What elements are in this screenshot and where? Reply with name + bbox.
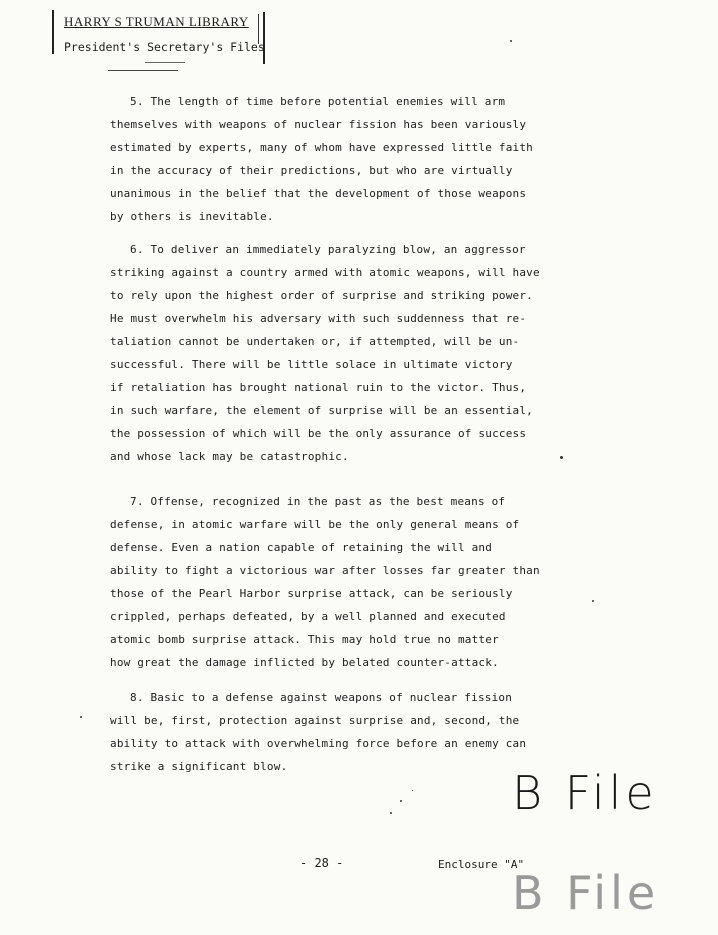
scan-speck	[390, 812, 392, 814]
paragraph-7	[110, 490, 540, 674]
stamp-border-right	[263, 12, 265, 64]
stamp-collection-name: President's Secretary's Files	[64, 40, 265, 54]
pen-mark	[145, 62, 185, 63]
text-line: ability to fight a victorious war after losses far greater than	[110, 564, 540, 577]
scan-speck	[80, 716, 82, 718]
text-line: in such warfare, the element of surprise will be an essential,	[110, 404, 533, 417]
text-line: in the accuracy of their predictions, but who are virtually	[110, 164, 513, 177]
paragraph-8	[110, 686, 540, 778]
enclosure-label: Enclosure "A"	[438, 858, 525, 871]
scan-speck	[592, 600, 594, 602]
text-line: atomic bomb surprise attack. This may hold true no matter	[110, 633, 499, 646]
text-line: striking against a country armed with atomic weapons, will have	[110, 266, 540, 279]
text-line: successful. There will be little solace in ultimate victory	[110, 358, 513, 371]
scan-speck	[560, 456, 563, 459]
text-line: He must overwhelm his adversary with such suddenness that re-	[110, 312, 527, 325]
scan-speck	[510, 40, 512, 42]
text-line: crippled, perhaps defeated, by a well planned and executed	[110, 610, 506, 623]
text-line: defense. Even a nation capable of retaining the will and	[110, 541, 493, 554]
text-line: 6. To deliver an immediately paralyzing blow, an aggressor	[130, 243, 526, 256]
paragraph-6	[110, 238, 540, 468]
scan-speck	[400, 800, 402, 802]
text-line: strike a significant blow.	[110, 760, 288, 773]
pen-mark	[108, 70, 178, 71]
text-line: those of the Pearl Harbor surprise attack, can be seriously	[110, 587, 513, 600]
file-mark: B File	[512, 766, 658, 820]
file-mark-ghost: B File	[512, 866, 660, 920]
text-line: the possession of which will be the only assurance of success	[110, 427, 527, 440]
archive-stamp	[52, 10, 274, 64]
text-line: unanimous in the belief that the development of those weapons	[110, 187, 527, 200]
text-line: 7. Offense, recognized in the past as the best means of	[130, 495, 506, 508]
text-line: estimated by experts, many of whom have expressed little faith	[110, 141, 533, 154]
paragraph-5	[110, 90, 540, 228]
text-line: how great the damage inflicted by belated counter-attack.	[110, 656, 499, 669]
stamp-library-name: HARRY S TRUMAN LIBRARY	[64, 14, 249, 29]
text-line: 8. Basic to a defense against weapons of nuclear fission	[130, 691, 513, 704]
text-line: if retaliation has brought national ruin to the victor. Thus,	[110, 381, 527, 394]
text-line: to rely upon the highest order of surprise and striking power.	[110, 289, 533, 302]
text-line: taliation cannot be undertaken or, if attempted, will be un-	[110, 335, 520, 348]
page-number: - 28 -	[300, 856, 344, 870]
text-line: will be, first, protection against surprise and, second, the	[110, 714, 520, 727]
stamp-border-left	[52, 10, 54, 54]
text-line: 5. The length of time before potential enemies will arm	[130, 95, 506, 108]
text-line: themselves with weapons of nuclear fission has been variously	[110, 118, 527, 131]
text-line: by others is inevitable.	[110, 210, 274, 223]
text-line: and whose lack may be catastrophic.	[110, 450, 349, 463]
scan-speck	[412, 790, 413, 791]
text-line: defense, in atomic warfare will be the only general means of	[110, 518, 520, 531]
text-line: ability to attack with overwhelming force before an enemy can	[110, 737, 527, 750]
